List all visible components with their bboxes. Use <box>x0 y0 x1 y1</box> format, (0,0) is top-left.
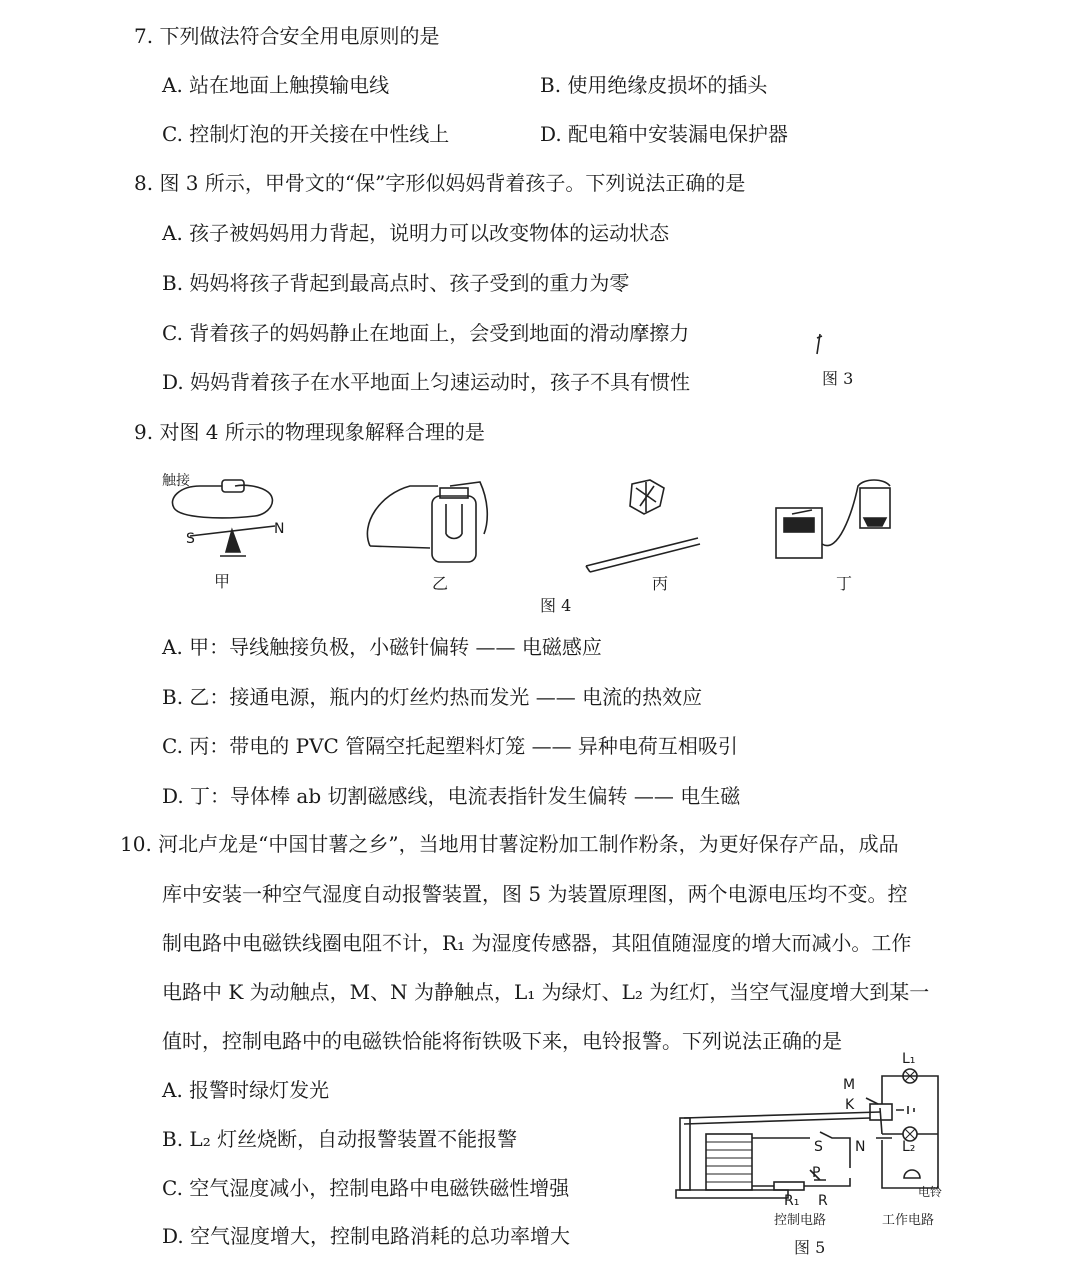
figure5-control-circuit-label: 控制电路 <box>774 1213 827 1228</box>
figure5-k-label: K <box>845 1097 855 1113</box>
figure5-p-label: P <box>812 1165 821 1181</box>
q7-option-a[interactable]: A. 站在地面上触摸输电线 <box>162 73 390 97</box>
figure4-s-label: S <box>186 531 195 547</box>
figure4-n-label: N <box>274 521 285 537</box>
q9-stem: 9. 对图 4 所示的物理现象解释合理的是 <box>134 420 485 444</box>
q10-option-a[interactable]: A. 报警时绿灯发光 <box>162 1078 330 1102</box>
q10-stem-line3: 制电路中电磁铁线圈电阻不计，R₁ 为湿度传感器，其阻值随湿度的增大而减小。工作 <box>162 931 912 955</box>
q8-option-d[interactable]: D. 妈妈背着孩子在水平地面上匀速运动时，孩子不具有惯性 <box>162 370 691 394</box>
q8-stem: 8. 图 3 所示，甲骨文的“保”字形似妈妈背着孩子。下列说法正确的是 <box>134 171 746 195</box>
figure4-bing-pvc-diagram <box>580 476 710 576</box>
figure-3-caption: 图 3 <box>822 369 854 388</box>
figure4-ding-induction-diagram <box>772 474 902 574</box>
q10-stem-line5: 值时，控制电路中的电磁铁恰能将衔铁吸下来，电铃报警。下列说法正确的是 <box>162 1029 842 1053</box>
figure5-s-label: S <box>814 1139 823 1155</box>
q10-stem-line1: 10. 河北卢龙是“中国甘薯之乡”，当地用甘薯淀粉加工制作粉条，为更好保存产品，成品 <box>120 832 899 856</box>
figure4-touch-label: 触接 <box>162 473 190 489</box>
figure5-r-label: R <box>818 1193 828 1209</box>
q8-option-c[interactable]: C. 背着孩子的妈妈静止在地面上，会受到地面的滑动摩擦力 <box>162 321 690 345</box>
q9-option-a[interactable]: A. 甲：导线触接负极，小磁针偏转 —— 电磁感应 <box>162 635 602 659</box>
figure-5-caption: 图 5 <box>794 1238 826 1257</box>
figure5-r1-label: R₁ <box>784 1193 800 1209</box>
figure4-bing-label: 丙 <box>652 574 669 593</box>
figure-4-caption: 图 4 <box>540 596 572 615</box>
q8-option-a[interactable]: A. 孩子被妈妈用力背起，说明力可以改变物体的运动状态 <box>162 221 670 245</box>
figure5-l1-label: L₁ <box>902 1051 916 1067</box>
q7-stem: 7. 下列做法符合安全用电原则的是 <box>134 24 440 48</box>
figure5-l2-label: L₂ <box>902 1139 916 1155</box>
q9-option-c[interactable]: C. 丙：带电的 PVC 管隔空托起塑料灯笼 —— 异种电荷互相吸引 <box>162 734 738 758</box>
figure4-ding-label: 丁 <box>836 574 853 593</box>
q7-option-b[interactable]: B. 使用绝缘皮损坏的插头 <box>540 73 768 97</box>
figure4-yi-label: 乙 <box>432 574 449 593</box>
figure5-bell-label: 电铃 <box>918 1185 943 1199</box>
figure5-work-circuit-label: 工作电路 <box>882 1213 935 1228</box>
q7-option-c[interactable]: C. 控制灯泡的开关接在中性线上 <box>162 122 450 146</box>
figure5-n-label: N <box>855 1139 866 1155</box>
q8-option-b[interactable]: B. 妈妈将孩子背起到最高点时、孩子受到的重力为零 <box>162 271 630 295</box>
figure4-yi-bottle-diagram <box>360 474 500 574</box>
q10-stem-line2: 库中安装一种空气湿度自动报警装置，图 5 为装置原理图，两个电源电压均不变。控 <box>162 882 908 906</box>
q10-option-d[interactable]: D. 空气湿度增大，控制电路消耗的总功率增大 <box>162 1224 571 1248</box>
figure5-alarm-circuit-diagram <box>670 1048 950 1218</box>
q9-option-d[interactable]: D. 丁：导体棒 ab 切割磁感线，电流表指针发生偏转 —— 电生磁 <box>162 784 741 808</box>
q10-option-b[interactable]: B. L₂ 灯丝烧断，自动报警装置不能报警 <box>162 1127 518 1151</box>
q7-option-d[interactable]: D. 配电箱中安装漏电保护器 <box>540 122 789 146</box>
oracle-bone-glyph-figure <box>808 330 828 360</box>
q10-option-c[interactable]: C. 空气湿度减小，控制电路中电磁铁磁性增强 <box>162 1176 570 1200</box>
figure4-jia-label: 甲 <box>214 572 231 591</box>
figure5-m-label: M <box>843 1077 856 1093</box>
q10-stem-line4: 电路中 K 为动触点，M、N 为静触点，L₁ 为绿灯、L₂ 为红灯，当空气湿度增大到某一 <box>162 980 930 1004</box>
q9-option-b[interactable]: B. 乙：接通电源，瓶内的灯丝灼热而发光 —— 电流的热效应 <box>162 685 703 709</box>
